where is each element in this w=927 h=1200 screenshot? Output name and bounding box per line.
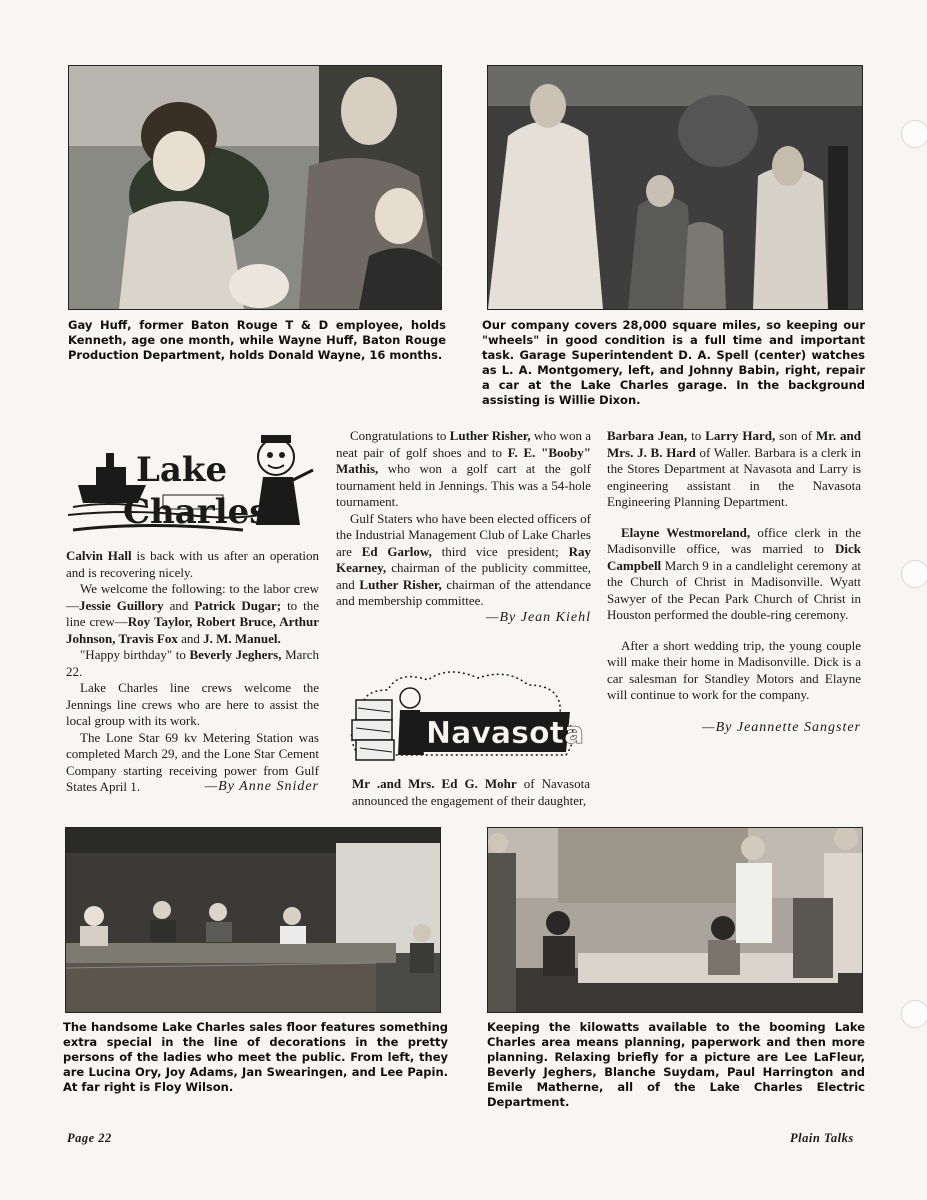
binder-hole-bottom — [901, 1000, 927, 1028]
sales-floor-caption: The handsome Lake Charles sales floor features something extra special in the line of decorations in the pretty persons of the ladies who meet the public. From left, they are Lucina Ory, Joy Adams, Jan Swearingen, and Lee Papin. At far right is Floy Wilson. — [63, 1020, 448, 1094]
garage-caption: Our company covers 28,000 square miles, so keeping our "wheels" in good condition is a full time and important task. Garage Superintendent D. A. Spell (center) watches as L. A. Montgomery, left, and Johnny Babin, right, repair a car at the Lake Charles garage. In the background assisting is Willie Dixon. — [482, 318, 865, 407]
huff-family-photo — [68, 65, 442, 310]
page-number: Page 22 — [67, 1131, 112, 1145]
magazine-name: Plain Talks — [790, 1131, 854, 1145]
lake-charles-logo-line1: Lake — [136, 450, 228, 490]
navasota-logo-text: Navasota — [426, 716, 585, 751]
lake-charles-logo — [68, 425, 318, 540]
lake-charles-column-1: Calvin Hall is back with us after an operation and is recovering nicely. We welcome the following: to the labor crew—Jessie Guillory and Patrick Dugar; to the line crew—Roy Taylor, Robert Bruce, Arthur Johnson, Travis Fox and J. M. Manuel. "Happy birthday" to Beverly Jeghers, March 22. Lake Charles line crews welcome the Jennings line crews who are here to assist the local group with its work. The Lone Star 69 kv Metering Station was completed March 29, and the Lone Star Cement Company starting receiving power from Gulf States April 1. —By Anne Snider — [66, 548, 319, 794]
navasota-column-3: Barbara Jean, to Larry Hard, son of Mr. and Mrs. J. B. Hard of Waller. Barbara is a clerk in the Stores Department at Navasota and Larry is engineering assistant in the Navasota Engineering Planning Department. Elayne Westmoreland, office clerk in the Madisonville office, was married to Dick Campbell March 9 in a candlelight ceremony at the Church of Christ in Madisonville. Wyatt Sawyer of the Pecan Park Church of Christ in Houston performed the double-ring ceremony. After a short wedding trip, the young couple will make their home in Madisonville. Dick is a car salesman for Standley Motors and Elayne will continue to work for the company. —By Jeannette Sangster — [607, 428, 861, 735]
navasota-logo — [338, 660, 588, 770]
sales-floor-photo — [65, 827, 441, 1013]
lake-charles-logo-line2: Charles — [123, 492, 269, 532]
byline-jean-kiehl: —By Jean Kiehl — [486, 609, 591, 625]
binder-hole-top — [901, 120, 927, 148]
lake-charles-column-2: Congratulations to Luther Risher, who won a neat pair of golf shoes and to F. E. "Booby" Mathis, who won a golf cart at the golf tournament held in Jennings. This was a 54-hole tournament. Gulf Staters who have been elected officers of the Industrial Management Club of Lake Charles are Ed Garlow, third vice president; Ray Kearney, chairman of the publicity committee, and Luther Risher, chairman of the attendance and membership committee. —By Jean Kiehl — [336, 428, 591, 625]
huff-family-caption: Gay Huff, former Baton Rouge T & D employee, holds Kenneth, age one month, while Wayne Huff, Baton Rouge Production Department, holds Donald Wayne, 16 months. — [68, 318, 446, 362]
byline-jeannette-sangster: —By Jeannette Sangster — [702, 719, 861, 735]
garage-photo — [487, 65, 863, 310]
navasota-column-2: Mr .and Mrs. Ed G. Mohr of Navasota announced the engagement of their daughter, — [352, 776, 590, 808]
binder-hole-middle — [901, 560, 927, 588]
electric-department-caption: Keeping the kilowatts available to the booming Lake Charles area means planning, paperwork and then more planning. Relaxing briefly for a picture are Lee LaFleur, Beverly Jeghers, Blanche Suydam, Paul Harrington and Emile Matherne, all of the Lake Charles Electric Department. — [487, 1020, 865, 1109]
electric-department-photo — [487, 827, 863, 1013]
byline-anne-snider: —By Anne Snider — [204, 778, 319, 794]
